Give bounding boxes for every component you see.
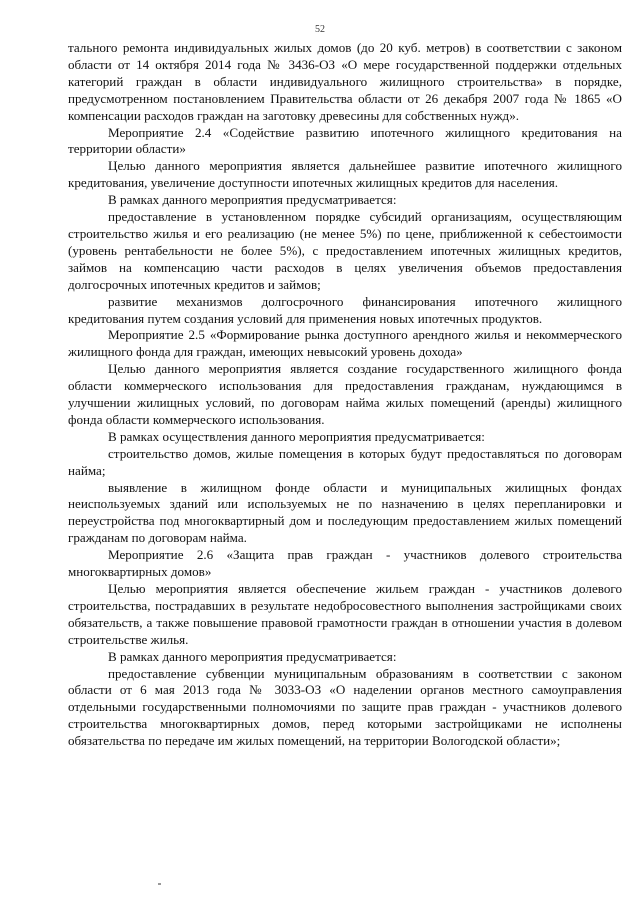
measure-2-4-provision-financing: развитие механизмов долгосрочного финансирования ипотечного жилищного кредитования путем создания условий для применения новых ипотечных продуктов. bbox=[68, 293, 622, 326]
measure-2-4-provision-subsidies: предоставление в установленном порядке субсидий организациям, осуществляющим строительство жилья и его реализацию (не менее 5%) по цене, приближенной к себестоимости (уровень рентабельности не более 5%), с предоставлением ипотечных жилищных кредитов, займов на компенсацию части расходов в целях увеличения объемов предоставления долгосрочных ипотечных кредитов и займов; bbox=[68, 209, 622, 292]
measure-2-6-heading: Мероприятие 2.6 «Защита прав граждан - участников долевого строительства многоквартирных домов» bbox=[68, 547, 622, 580]
measure-2-5-goal: Целью данного мероприятия является создание государственного жилищного фонда области коммерческого использования для предоставления гражданам, нуждающимся в улучшении жилищных условий, по договорам найма жилых помещений (аренды) жилищного фонда области коммерческого использования. bbox=[68, 361, 622, 427]
paragraph-continuation: тального ремонта индивидуальных жилых домов (до 20 куб. метров) в соответствии с законом области от 14 октября 2014 года № 3436-ОЗ «О мере государственной поддержки отдельных категорий граждан в области индивидуального жилищного строительства» в порядке, предусмотренном постановлением Правительства области от 26 декабря 2007 года № 1865 «О компенсации расходов граждан на заготовку древесины для собственных нужд». bbox=[68, 40, 622, 123]
measure-2-4-heading: Мероприятие 2.4 «Содействие развитию ипотечного жилищного кредитования на территории области» bbox=[68, 124, 622, 157]
measure-2-5-heading: Мероприятие 2.5 «Формирование рынка доступного арендного жилья и некоммерческого жилищного фонда для граждан, имеющих невысокий уровень дохода» bbox=[68, 327, 622, 360]
measure-2-6-goal: Целью мероприятия является обеспечение жильем граждан - участников долевого строительства, пострадавших в результате недобросовестного выполнения застройщиками своих обязательств, а также повышение правовой грамотности граждан в отношении участия в долевом строительстве жилья. bbox=[68, 581, 622, 647]
measure-2-5-provision-construction: строительство домов, жилые помещения в которых будут предоставляться по договорам найма; bbox=[68, 445, 622, 478]
measure-2-5-provisions-intro: В рамках осуществления данного мероприятия предусматривается: bbox=[108, 428, 485, 444]
document-body bbox=[68, 40, 622, 750]
measure-2-6-provisions-intro: В рамках данного мероприятия предусматривается: bbox=[108, 648, 397, 664]
scan-artifact bbox=[158, 883, 161, 885]
measure-2-4-provisions-intro: В рамках данного мероприятия предусматривается: bbox=[108, 192, 397, 208]
measure-2-5-provision-identification: выявление в жилищном фонде области и муниципальных жилищных фондах неиспользуемых зданий или используемых не по назначению в целях перепланировки и переустройства под многоквартирный дом и последующим предоставлением жилых помещений гражданам по договорам найма. bbox=[68, 479, 622, 546]
page-number: 52 bbox=[315, 24, 325, 35]
measure-2-4-goal: Целью данного мероприятия является дальнейшее развитие ипотечного жилищного кредитования, увеличение доступности ипотечных жилищных кредитов для населения. bbox=[68, 158, 622, 191]
measure-2-6-provision-subvention: предоставление субвенции муниципальным образованиям в соответствии с законом области от 6 мая 2013 года № 3033-ОЗ «О наделении органов местного самоуправления отдельными государственными полномочиями по защите прав граждан - участников долевого строительства многоквартирных домов, перед которыми застройщиками не исполнены обязательства по передаче им жилых помещений, на территории Вологодской области»; bbox=[68, 665, 622, 749]
